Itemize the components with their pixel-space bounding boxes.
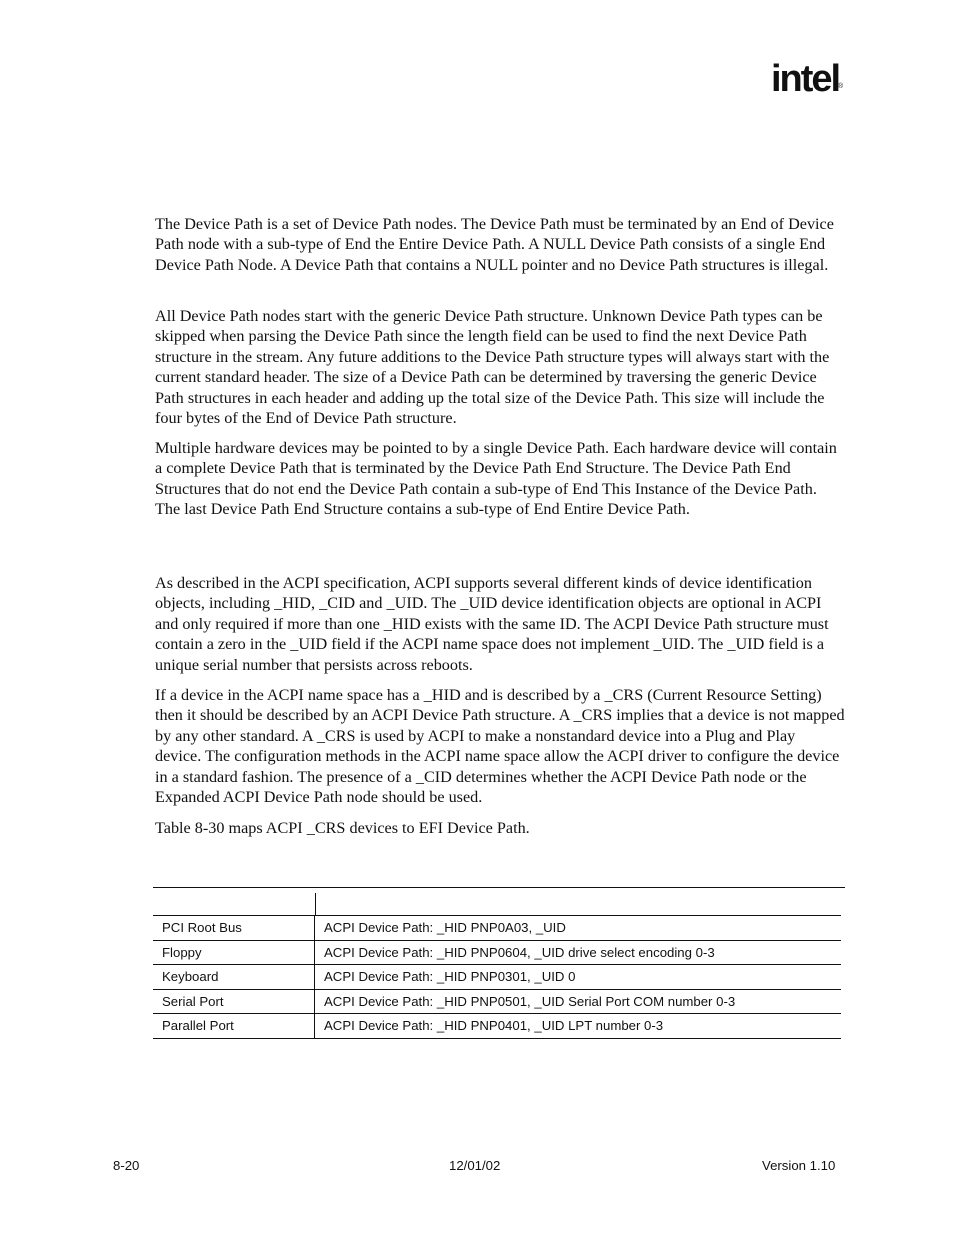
device-path-cell: ACPI Device Path: _HID PNP0604, _UID drive select encoding 0-3	[315, 940, 842, 965]
table-top-rule	[153, 887, 845, 888]
device-path-cell: ACPI Device Path: _HID PNP0301, _UID 0	[315, 965, 842, 990]
device-cell: Serial Port	[153, 989, 315, 1014]
paragraph-acpi-crs: If a device in the ACPI name space has a _HID and is described by a _CRS (Current Resource Setting) then it should be described by an ACPI Device Path structure. A _CRS implies that a device is not mapped by any other standard. A _CRS is used by ACPI to make a nonstandard device into a Plug and Play device. The configuration methods in the ACPI name space allow the ACPI driver to configure the device in a standard fashion. The presence of a _CID determines whether the ACPI Device Path node or the Expanded ACPI Device Path node should be used.	[155, 686, 845, 807]
table-row	[153, 940, 841, 965]
paragraph-table-reference: Table 8-30 maps ACPI _CRS devices to EFI Device Path.	[155, 819, 530, 837]
registered-mark: ®	[838, 83, 844, 90]
table-header-divider	[315, 893, 316, 916]
intel-logo	[771, 57, 847, 107]
logo-wordmark: intel	[771, 58, 840, 100]
device-cell: PCI Root Bus	[153, 916, 315, 941]
device-path-cell: ACPI Device Path: _HID PNP0501, _UID Serial Port COM number 0-3	[315, 989, 842, 1014]
table-row	[153, 1014, 841, 1039]
footer-date: 12/01/02	[449, 1158, 501, 1173]
paragraph-device-path-nodes: The Device Path is a set of Device Path nodes. The Device Path must be terminated by an End of Device Path node with a sub-type of End the Entire Device Path. A NULL Device Path consists of a single End Device Path Node. A Device Path that contains a NULL pointer and no Device Path structures is illegal.	[155, 215, 834, 274]
acpi-device-path-table	[153, 915, 841, 1039]
table-row	[153, 989, 841, 1014]
table-row	[153, 965, 841, 990]
table-row	[153, 916, 841, 941]
paragraph-acpi-identification: As described in the ACPI specification, ACPI supports several different kinds of device identification objects, including _HID, _CID and _UID. The _UID device identification objects are optional in ACPI and only required if more than one _HID exists with the same ID. The ACPI Device Path structure must contain a zero in the _UID field if the ACPI name space does not implement _UID. The _UID field is a unique serial number that persists across reboots.	[155, 574, 829, 674]
device-cell: Floppy	[153, 940, 315, 965]
device-path-cell: ACPI Device Path: _HID PNP0401, _UID LPT number 0-3	[315, 1014, 842, 1039]
device-cell: Parallel Port	[153, 1014, 315, 1039]
device-cell: Keyboard	[153, 965, 315, 990]
page-number: 8-20	[113, 1158, 140, 1173]
footer-version: Version 1.10	[762, 1158, 836, 1173]
paragraph-generic-structure: All Device Path nodes start with the generic Device Path structure. Unknown Device Path types can be skipped when parsing the Device Path since the length field can be used to find the next Device Path structure in the stream. Any future additions to the Device Path structure types will always start with the current standard header. The size of a Device Path can be determined by traversing the generic Device Path structures in each header and adding up the total size of the Device Path. This size will include the four bytes of the End of Device Path structure.	[155, 307, 830, 428]
paragraph-multiple-devices: Multiple hardware devices may be pointed to by a single Device Path. Each hardware device will contain a complete Device Path that is terminated by the Device Path End Structure. The Device Path End Structures that do not end the Device Path contain a sub-type of End This Instance of the Device Path. The last Device Path End Structure contains a sub-type of End Entire Device Path.	[155, 439, 837, 519]
device-path-cell: ACPI Device Path: _HID PNP0A03, _UID	[315, 916, 842, 941]
